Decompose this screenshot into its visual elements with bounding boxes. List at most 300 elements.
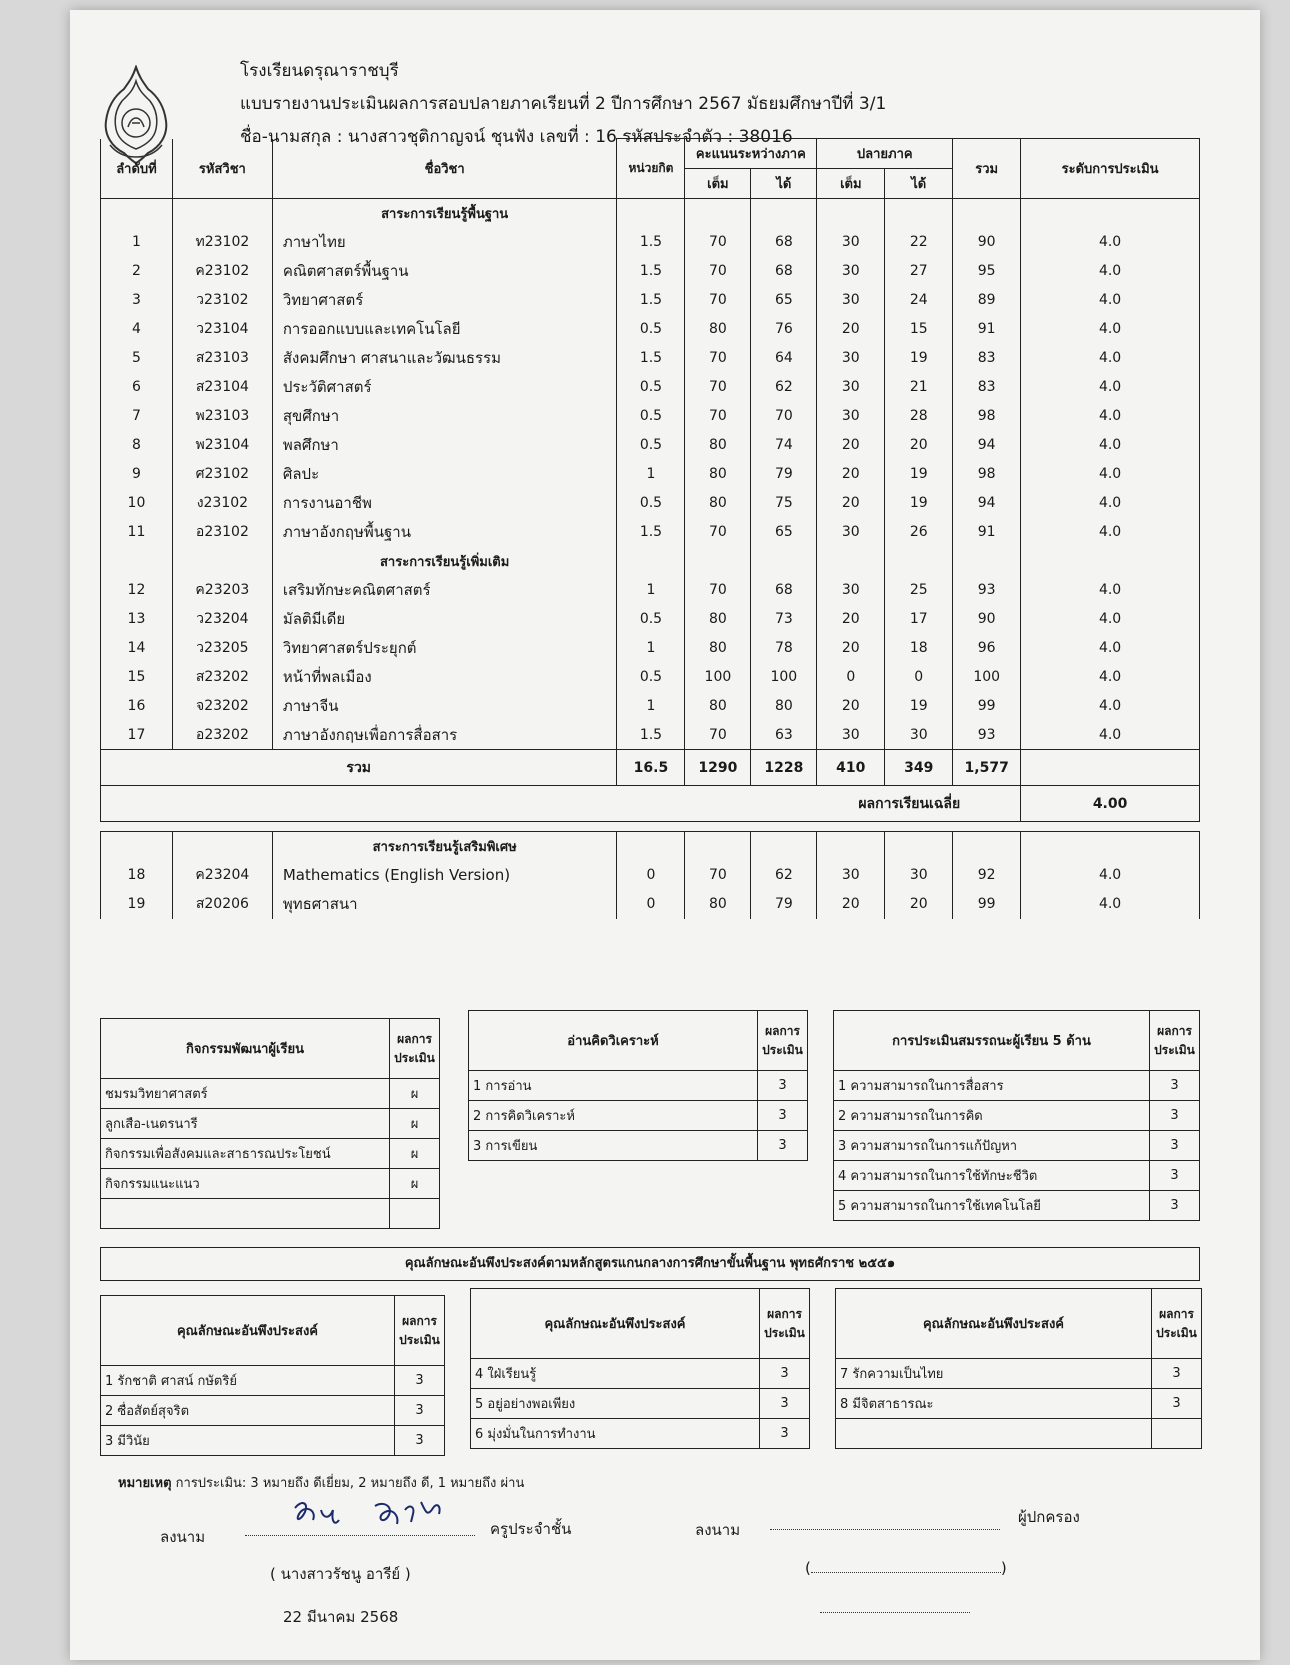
fin-full: 20 — [817, 315, 885, 344]
mid-full: 80 — [685, 431, 751, 460]
subject-code: พ23104 — [172, 431, 272, 460]
list-item — [469, 1101, 808, 1131]
list-item — [469, 1131, 808, 1161]
grade: 4.0 — [1021, 460, 1200, 489]
item-result: 3 — [395, 1396, 445, 1426]
subject-name: สังคมศึกษา ศาสนาและวัฒนธรรม — [272, 344, 617, 373]
fin-got: 20 — [885, 890, 953, 919]
subject-code: ว23104 — [172, 315, 272, 344]
mid-full: 70 — [685, 576, 751, 605]
item-result: 3 — [1150, 1191, 1200, 1221]
item-name: ลูกเสือ-เนตรนารี — [101, 1109, 390, 1139]
report-title: แบบรายงานประเมินผลการสอบปลายภาคเรียนที่ 2 ปีการศึกษา 2567 มัธยมศึกษาปีที่ 3/1 — [240, 94, 887, 114]
fin-full: 0 — [817, 663, 885, 692]
grades-table — [100, 138, 1200, 919]
subject-name: เสริมทักษะคณิตศาสตร์ — [272, 576, 617, 605]
subject-code: อ23202 — [172, 721, 272, 750]
note-label: หมายเหตุ — [118, 1476, 172, 1491]
subject-code: ศ23102 — [172, 460, 272, 489]
item-result: 3 — [758, 1071, 808, 1101]
item-result: 3 — [1150, 1131, 1200, 1161]
sum-credit: 16.5 — [617, 750, 685, 786]
char2-result-header: ผลการ ประเมิน — [760, 1289, 810, 1359]
item-result: 3 — [1152, 1359, 1202, 1389]
char2-title: คุณลักษณะอันพึงประสงค์ — [471, 1289, 760, 1359]
characteristics-table-1 — [100, 1295, 445, 1456]
total-score: 90 — [953, 605, 1021, 634]
mid-full: 70 — [685, 373, 751, 402]
subject-row — [101, 373, 1200, 402]
mid-got: 65 — [751, 286, 817, 315]
teacher-signature-line — [245, 1510, 475, 1540]
parent-sign-label: ลงนาม — [695, 1521, 741, 1539]
item-result: ผ — [390, 1139, 440, 1169]
header-credit: หน่วยกิต — [617, 139, 685, 199]
mid-full: 70 — [685, 721, 751, 750]
item-name: 1 การอ่าน — [469, 1071, 758, 1101]
total-score: 91 — [953, 315, 1021, 344]
item-result: 3 — [1150, 1101, 1200, 1131]
fin-got: 15 — [885, 315, 953, 344]
list-item — [834, 1131, 1200, 1161]
total-score: 100 — [953, 663, 1021, 692]
list-item — [101, 1426, 445, 1456]
mid-got: 80 — [751, 692, 817, 721]
mid-full: 70 — [685, 257, 751, 286]
mid-got: 75 — [751, 489, 817, 518]
subject-name: การออกแบบและเทคโนโลยี — [272, 315, 617, 344]
mid-got: 63 — [751, 721, 817, 750]
fin-got: 17 — [885, 605, 953, 634]
group-basic-label: สาระการเรียนรู้พื้นฐาน — [272, 199, 617, 228]
mid-got: 100 — [751, 663, 817, 692]
credit: 1 — [617, 576, 685, 605]
sum-total: 1,577 — [953, 750, 1021, 786]
total-score: 96 — [953, 634, 1021, 663]
credit: 1.5 — [617, 228, 685, 257]
mid-got: 78 — [751, 634, 817, 663]
subject-row — [101, 663, 1200, 692]
item-result: 3 — [760, 1419, 810, 1449]
item-name: 5 ความสามารถในการใช้เทคโนโลยี — [834, 1191, 1150, 1221]
total-score: 92 — [953, 861, 1021, 890]
item-result: ผ — [390, 1169, 440, 1199]
subject-code: พ23103 — [172, 402, 272, 431]
mid-got: 65 — [751, 518, 817, 547]
item-result: 3 — [760, 1389, 810, 1419]
grade: 4.0 — [1021, 518, 1200, 547]
grade: 4.0 — [1021, 373, 1200, 402]
grade: 4.0 — [1021, 634, 1200, 663]
list-item — [471, 1389, 810, 1419]
list-item — [101, 1169, 440, 1199]
credit: 0.5 — [617, 489, 685, 518]
fin-full: 30 — [817, 344, 885, 373]
grade: 4.0 — [1021, 344, 1200, 373]
fin-full: 20 — [817, 634, 885, 663]
fin-full: 20 — [817, 605, 885, 634]
row-no: 6 — [101, 373, 173, 402]
subject-row — [101, 721, 1200, 750]
mid-got: 79 — [751, 460, 817, 489]
item-name: 6 มุ่งมั่นในการทำงาน — [471, 1419, 760, 1449]
mid-full: 70 — [685, 344, 751, 373]
subject-row — [101, 431, 1200, 460]
row-no: 12 — [101, 576, 173, 605]
item-result: 3 — [758, 1131, 808, 1161]
characteristics-banner: คุณลักษณะอันพึงประสงค์ตามหลักสูตรแกนกลางการศึกษาขั้นพื้นฐาน พุทธศักราช ๒๕๕๑ — [100, 1247, 1200, 1281]
subject-row — [101, 605, 1200, 634]
row-no: 4 — [101, 315, 173, 344]
report-card-paper — [70, 10, 1260, 1660]
credit: 1.5 — [617, 257, 685, 286]
item-name: 4 ความสามารถในการใช้ทักษะชีวิต — [834, 1161, 1150, 1191]
total-score: 90 — [953, 228, 1021, 257]
item-result: 3 — [395, 1366, 445, 1396]
parent-role: ผู้ปกครอง — [1018, 1508, 1080, 1526]
fin-full: 20 — [817, 692, 885, 721]
row-no: 16 — [101, 692, 173, 721]
credit: 1 — [617, 460, 685, 489]
header-final: ปลายภาค — [817, 139, 953, 169]
mid-got: 79 — [751, 890, 817, 919]
row-no: 2 — [101, 257, 173, 286]
fin-full: 30 — [817, 286, 885, 315]
row-no: 5 — [101, 344, 173, 373]
fin-got: 25 — [885, 576, 953, 605]
mid-full: 80 — [685, 315, 751, 344]
item-result: ผ — [390, 1109, 440, 1139]
total-score: 95 — [953, 257, 1021, 286]
row-no: 18 — [101, 861, 173, 890]
grade: 4.0 — [1021, 692, 1200, 721]
subject-name: วิทยาศาสตร์ประยุกต์ — [272, 634, 617, 663]
reading-title: อ่านคิดวิเคราะห์ — [469, 1011, 758, 1071]
credit: 1 — [617, 634, 685, 663]
fin-got: 30 — [885, 721, 953, 750]
student-info: ชื่อ-นามสกุล : นางสาวชุติกาญจน์ ชุนฟัง เลขที่ : 16 รหัสประจำตัว : 38016 — [240, 127, 793, 147]
mid-full: 70 — [685, 518, 751, 547]
credit: 0.5 — [617, 402, 685, 431]
mid-got: 64 — [751, 344, 817, 373]
assessment-note — [118, 1472, 524, 1493]
item-name: 4 ใฝ่เรียนรู้ — [471, 1359, 760, 1389]
characteristics-table-2 — [470, 1288, 810, 1449]
teacher-role: ครูประจำชั้น — [490, 1520, 572, 1538]
grade: 4.0 — [1021, 402, 1200, 431]
total-score: 83 — [953, 344, 1021, 373]
credit: 0.5 — [617, 315, 685, 344]
item-name: 2 ซื่อสัตย์สุจริต — [101, 1396, 395, 1426]
sum-label: รวม — [101, 750, 617, 786]
subject-name: ประวัติศาสตร์ — [272, 373, 617, 402]
row-no: 11 — [101, 518, 173, 547]
sum-mid-got: 1228 — [751, 750, 817, 786]
credit: 0.5 — [617, 373, 685, 402]
item-name: 1 ความสามารถในการสื่อสาร — [834, 1071, 1150, 1101]
credit: 0 — [617, 861, 685, 890]
header-grade: ระดับการประเมิน — [1021, 139, 1200, 199]
item-name: 1 รักชาติ ศาสน์ กษัตริย์ — [101, 1366, 395, 1396]
subject-code: ง23102 — [172, 489, 272, 518]
mid-full: 80 — [685, 634, 751, 663]
list-item — [471, 1419, 810, 1449]
item-result: 3 — [1150, 1071, 1200, 1101]
item-name: 3 ความสามารถในการแก้ปัญหา — [834, 1131, 1150, 1161]
subject-name: สุขศึกษา — [272, 402, 617, 431]
grade: 4.0 — [1021, 228, 1200, 257]
total-score: 93 — [953, 576, 1021, 605]
fin-got: 28 — [885, 402, 953, 431]
header-midterm: คะแนนระหว่างภาค — [685, 139, 817, 169]
extra-subjects-body — [101, 547, 1200, 750]
row-no: 14 — [101, 634, 173, 663]
fin-full: 20 — [817, 890, 885, 919]
total-score: 83 — [953, 373, 1021, 402]
header-fin-full: เต็ม — [817, 169, 885, 199]
gpa-label: ผลการเรียนเฉลี่ย — [101, 786, 1021, 822]
subject-name: ศิลปะ — [272, 460, 617, 489]
list-item — [101, 1366, 445, 1396]
subject-code: ท23102 — [172, 228, 272, 257]
list-item — [101, 1396, 445, 1426]
subject-row — [101, 228, 1200, 257]
total-score: 89 — [953, 286, 1021, 315]
teacher-handwritten-signature — [265, 1496, 495, 1532]
subject-row — [101, 576, 1200, 605]
subject-row — [101, 402, 1200, 431]
fin-got: 19 — [885, 460, 953, 489]
teacher-name: ( นางสาวรัชนู อารีย์ ) — [270, 1565, 411, 1583]
fin-full: 20 — [817, 431, 885, 460]
mid-full: 80 — [685, 460, 751, 489]
mid-got: 68 — [751, 257, 817, 286]
fin-got: 19 — [885, 344, 953, 373]
item-name: กิจกรรมเพื่อสังคมและสาธารณประโยชน์ — [101, 1139, 390, 1169]
fin-full: 30 — [817, 228, 885, 257]
total-score: 98 — [953, 460, 1021, 489]
subject-row — [101, 692, 1200, 721]
list-item — [834, 1161, 1200, 1191]
fin-full: 30 — [817, 402, 885, 431]
subject-code: ว23205 — [172, 634, 272, 663]
subject-row — [101, 257, 1200, 286]
subject-code: ว23102 — [172, 286, 272, 315]
subject-code: ส23103 — [172, 344, 272, 373]
fin-got: 19 — [885, 489, 953, 518]
sum-fin-got: 349 — [885, 750, 953, 786]
subject-row — [101, 861, 1200, 890]
subject-name: การงานอาชีพ — [272, 489, 617, 518]
header-subject: ชื่อวิชา — [272, 139, 617, 199]
subject-row — [101, 315, 1200, 344]
subject-row — [101, 460, 1200, 489]
row-no: 17 — [101, 721, 173, 750]
mid-full: 70 — [685, 402, 751, 431]
grade: 4.0 — [1021, 489, 1200, 518]
row-no: 13 — [101, 605, 173, 634]
item-result: ผ — [390, 1079, 440, 1109]
fin-got: 0 — [885, 663, 953, 692]
credit: 0.5 — [617, 605, 685, 634]
group-extra-label: สาระการเรียนรู้เพิ่มเติม — [272, 547, 617, 576]
header-no: ลำดับที่ — [101, 139, 173, 199]
fin-full: 20 — [817, 460, 885, 489]
row-no: 8 — [101, 431, 173, 460]
special-subjects-body — [101, 832, 1200, 919]
total-score: 94 — [953, 431, 1021, 460]
row-no: 1 — [101, 228, 173, 257]
parent-name-line: ( ) — [805, 1555, 1007, 1577]
item-name: 3 การเขียน — [469, 1131, 758, 1161]
fin-full: 30 — [817, 576, 885, 605]
item-result: 3 — [1152, 1389, 1202, 1419]
mid-full: 70 — [685, 861, 751, 890]
fin-got: 19 — [885, 692, 953, 721]
row-no: 3 — [101, 286, 173, 315]
fin-got: 26 — [885, 518, 953, 547]
header-mid-got: ได้ — [751, 169, 817, 199]
fin-got: 30 — [885, 861, 953, 890]
competency-body — [834, 1071, 1200, 1221]
subject-code: ค23204 — [172, 861, 272, 890]
subject-code: ส23202 — [172, 663, 272, 692]
subject-name: พุทธศาสนา — [272, 890, 617, 919]
subject-row — [101, 489, 1200, 518]
header-code: รหัสวิชา — [172, 139, 272, 199]
grade: 4.0 — [1021, 431, 1200, 460]
mid-full: 80 — [685, 692, 751, 721]
char1-title: คุณลักษณะอันพึงประสงค์ — [101, 1296, 395, 1366]
grade: 4.0 — [1021, 721, 1200, 750]
subject-row — [101, 890, 1200, 919]
subject-name: มัลติมีเดีย — [272, 605, 617, 634]
total-score: 99 — [953, 692, 1021, 721]
total-score: 98 — [953, 402, 1021, 431]
item-result: 3 — [758, 1101, 808, 1131]
list-item — [101, 1109, 440, 1139]
total-score: 99 — [953, 890, 1021, 919]
group-special-label: สาระการเรียนรู้เสริมพิเศษ — [272, 832, 617, 861]
row-no: 15 — [101, 663, 173, 692]
subject-name: คณิตศาสตร์พื้นฐาน — [272, 257, 617, 286]
subject-row — [101, 286, 1200, 315]
mid-full: 80 — [685, 489, 751, 518]
sum-fin-full: 410 — [817, 750, 885, 786]
char1-result-header: ผลการ ประเมิน — [395, 1296, 445, 1366]
competency-title: การประเมินสมรรถนะผู้เรียน 5 ด้าน — [834, 1011, 1150, 1071]
fin-got: 24 — [885, 286, 953, 315]
subject-name: ภาษาอังกฤษเพื่อการสื่อสาร — [272, 721, 617, 750]
mid-full: 80 — [685, 605, 751, 634]
activities-title: กิจกรรมพัฒนาผู้เรียน — [101, 1019, 390, 1079]
sign-date: 22 มีนาคม 2568 — [283, 1608, 399, 1626]
char3-body — [836, 1359, 1202, 1419]
credit: 0.5 — [617, 431, 685, 460]
grade: 4.0 — [1021, 663, 1200, 692]
list-item — [836, 1359, 1202, 1389]
subject-name: Mathematics (English Version) — [272, 861, 617, 890]
subject-name: พลศึกษา — [272, 431, 617, 460]
fin-full: 20 — [817, 489, 885, 518]
reading-result-header: ผลการ ประเมิน — [758, 1011, 808, 1071]
mid-got: 62 — [751, 373, 817, 402]
char3-title: คุณลักษณะอันพึงประสงค์ — [836, 1289, 1152, 1359]
item-result: 3 — [395, 1426, 445, 1456]
basic-subjects-body — [101, 199, 1200, 547]
mid-got: 76 — [751, 315, 817, 344]
row-no: 19 — [101, 890, 173, 919]
char1-body — [101, 1366, 445, 1456]
subject-code: จ23202 — [172, 692, 272, 721]
credit: 1 — [617, 692, 685, 721]
mid-got: 73 — [751, 605, 817, 634]
mid-got: 74 — [751, 431, 817, 460]
subject-name: หน้าที่พลเมือง — [272, 663, 617, 692]
school-name: โรงเรียนดรุณาราชบุรี — [240, 61, 399, 81]
header-fin-got: ได้ — [885, 169, 953, 199]
reading-table — [468, 1010, 808, 1161]
item-result: 3 — [760, 1359, 810, 1389]
item-name: 2 ความสามารถในการคิด — [834, 1101, 1150, 1131]
list-item — [834, 1101, 1200, 1131]
subject-code: ค23203 — [172, 576, 272, 605]
header-total: รวม — [953, 139, 1021, 199]
fin-got: 21 — [885, 373, 953, 402]
fin-got: 22 — [885, 228, 953, 257]
list-item — [471, 1359, 810, 1389]
row-no: 10 — [101, 489, 173, 518]
fin-full: 30 — [817, 373, 885, 402]
item-name: 2 การคิดวิเคราะห์ — [469, 1101, 758, 1131]
grade: 4.0 — [1021, 315, 1200, 344]
subject-row — [101, 344, 1200, 373]
list-item — [836, 1389, 1202, 1419]
fin-full: 30 — [817, 721, 885, 750]
list-item — [101, 1079, 440, 1109]
subject-code: อ23102 — [172, 518, 272, 547]
fin-full: 30 — [817, 257, 885, 286]
item-result: 3 — [1150, 1161, 1200, 1191]
grade: 4.0 — [1021, 257, 1200, 286]
sum-row — [101, 750, 1200, 786]
mid-got: 70 — [751, 402, 817, 431]
item-name: กิจกรรมแนะแนว — [101, 1169, 390, 1199]
list-item — [834, 1071, 1200, 1101]
competency-table — [833, 1010, 1200, 1221]
mid-full: 70 — [685, 286, 751, 315]
fin-got: 27 — [885, 257, 953, 286]
fin-full: 30 — [817, 861, 885, 890]
mid-full: 100 — [685, 663, 751, 692]
credit: 1.5 — [617, 518, 685, 547]
subject-row — [101, 634, 1200, 663]
credit: 0 — [617, 890, 685, 919]
item-name: 7 รักความเป็นไทย — [836, 1359, 1152, 1389]
total-score: 93 — [953, 721, 1021, 750]
char3-result-header: ผลการ ประเมิน — [1152, 1289, 1202, 1359]
item-name: 5 อยู่อย่างพอเพียง — [471, 1389, 760, 1419]
subject-code: ว23204 — [172, 605, 272, 634]
item-name: ชมรมวิทยาศาสตร์ — [101, 1079, 390, 1109]
grade: 4.0 — [1021, 861, 1200, 890]
grade: 4.0 — [1021, 605, 1200, 634]
mid-full: 70 — [685, 228, 751, 257]
list-item — [101, 1139, 440, 1169]
note-text: การประเมิน: 3 หมายถึง ดีเยี่ยม, 2 หมายถึง ดี, 1 หมายถึง ผ่าน — [171, 1476, 525, 1491]
competency-result-header: ผลการ ประเมิน — [1150, 1011, 1200, 1071]
sum-mid-full: 1290 — [685, 750, 751, 786]
